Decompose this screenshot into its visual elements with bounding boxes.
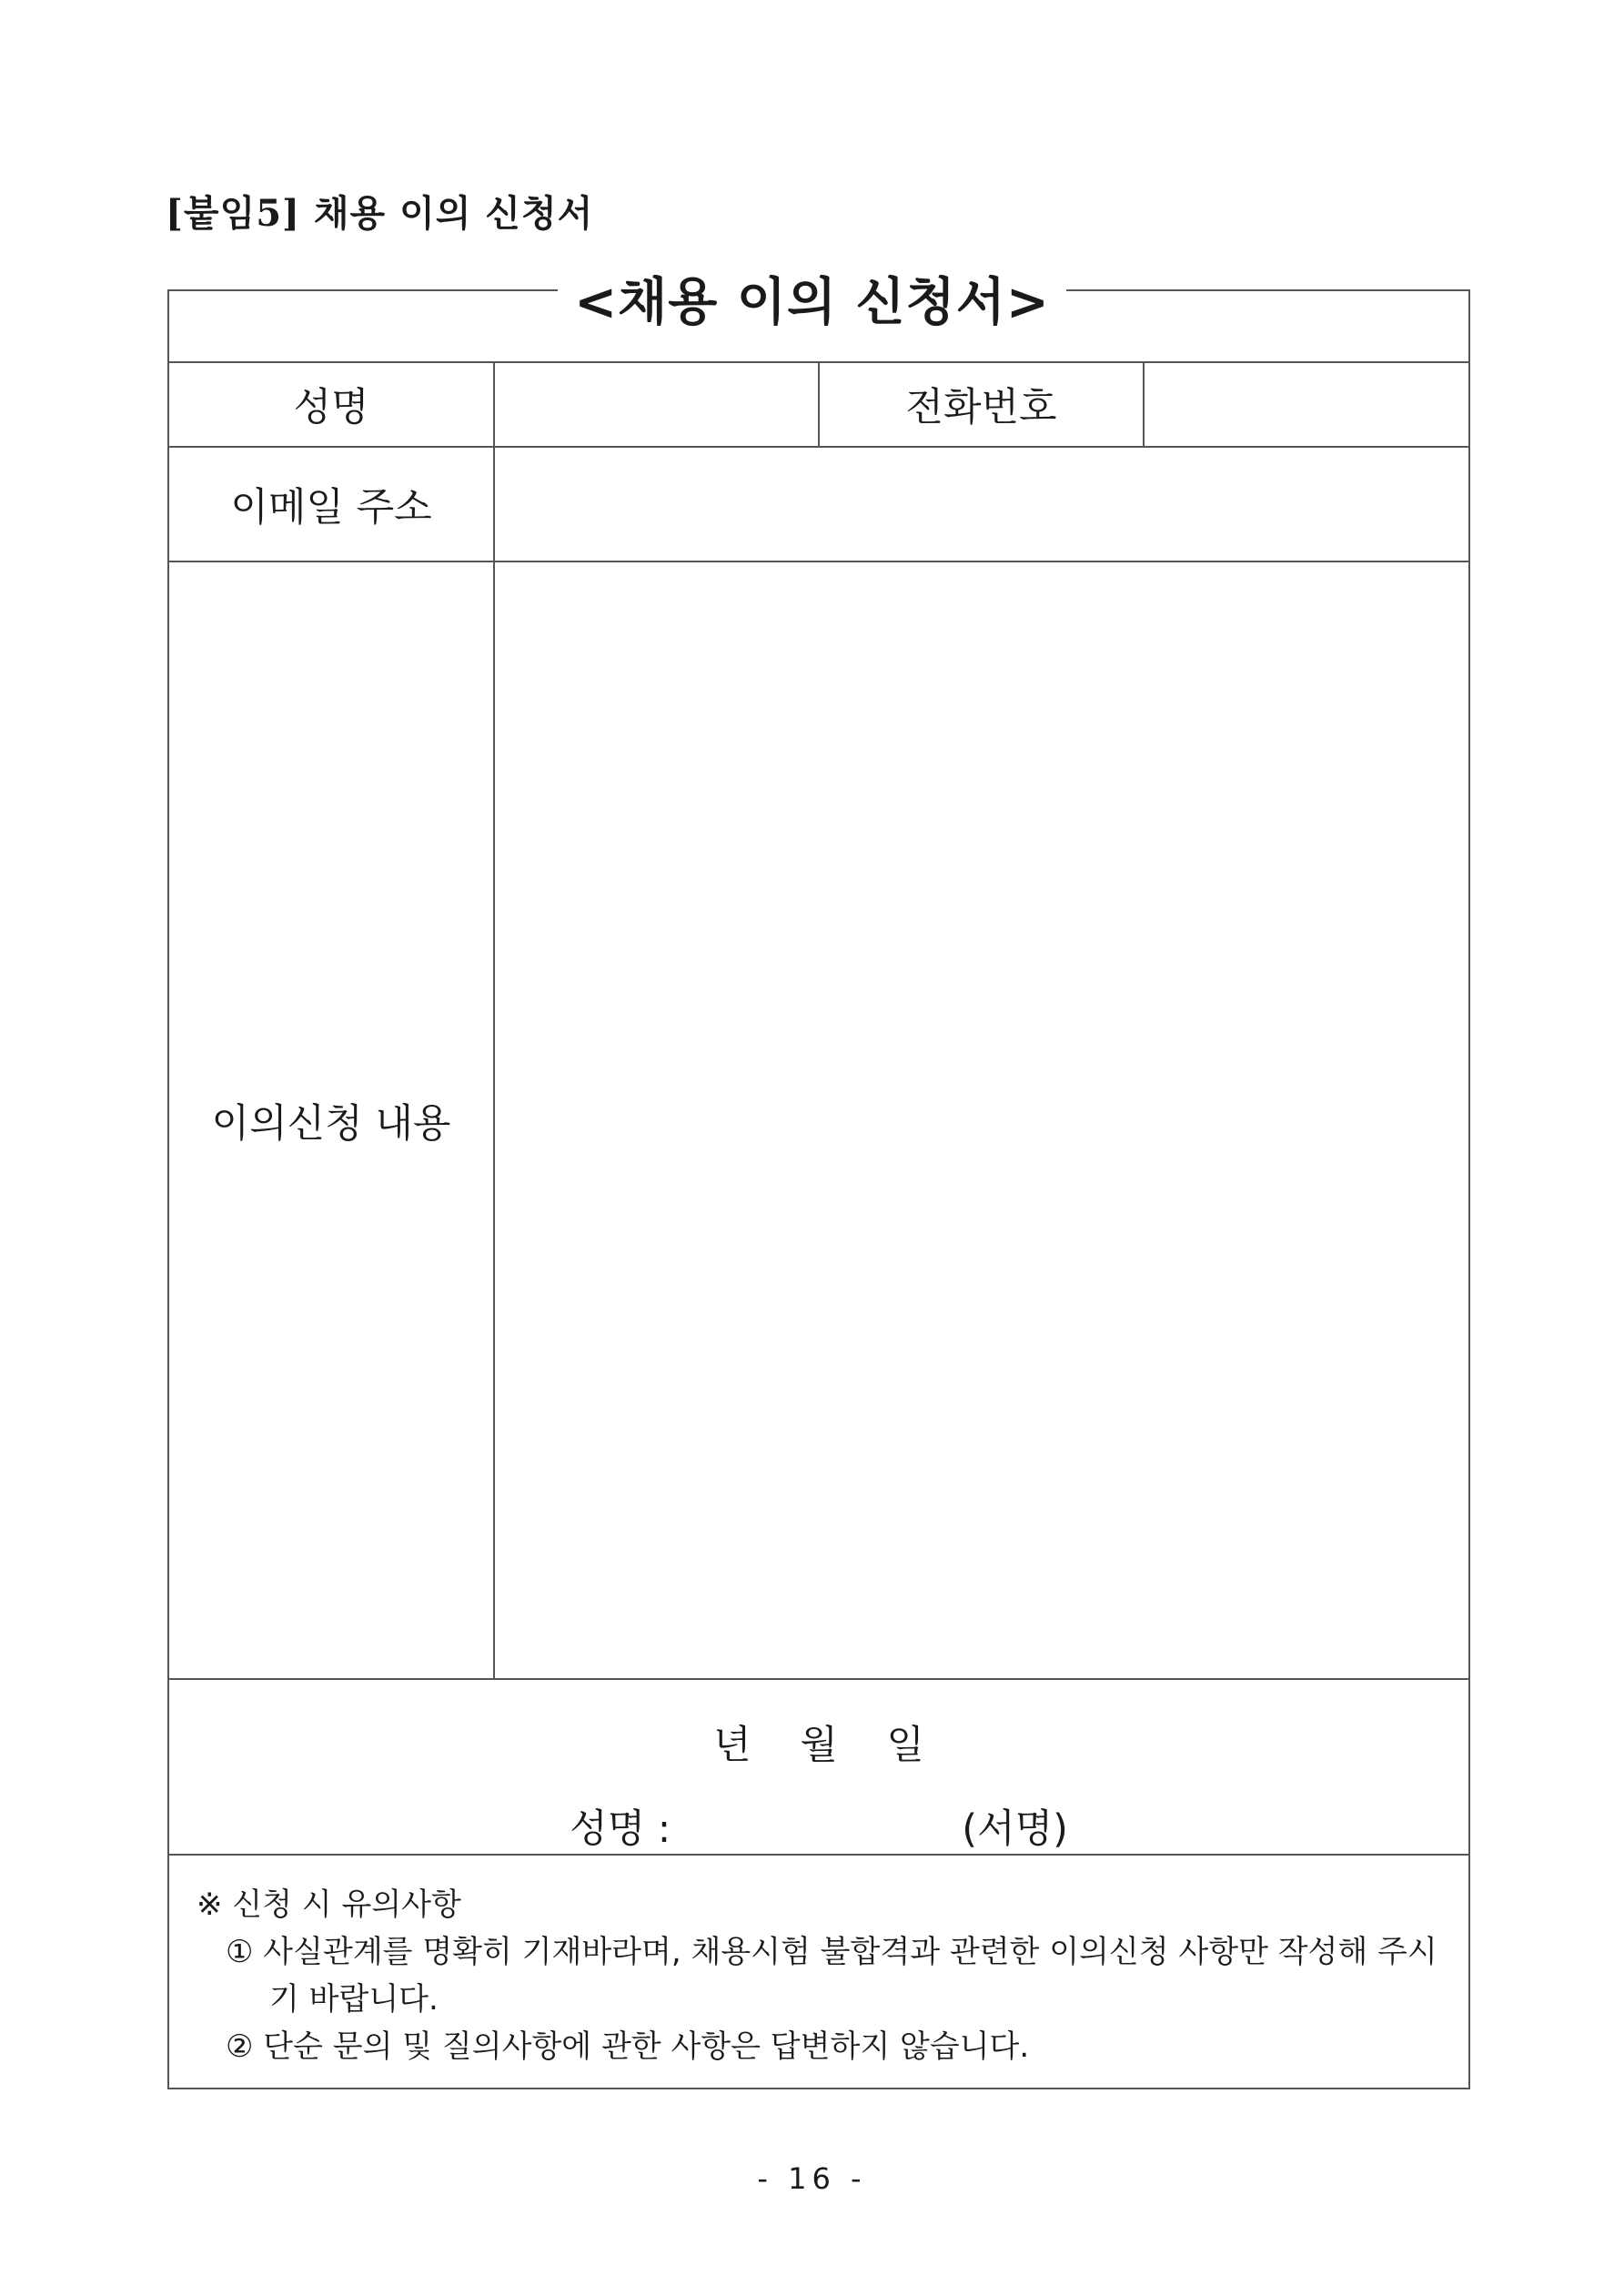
appeal-content-field[interactable]: [494, 561, 1469, 1679]
form-title: <채용 이의 신청서>: [558, 262, 1066, 335]
notes-heading: ※ 신청 시 유의사항: [197, 1886, 461, 1923]
email-label: 이메일 주소: [168, 447, 494, 561]
signature-name-label: 성명 :: [570, 1806, 671, 1852]
signature-line[interactable]: [169, 1798, 1468, 1854]
name-field[interactable]: [494, 362, 819, 447]
note-item-1: ① 사실관계를 명확히 기재바라며, 채용시험 불합격과 관련한 이의신청 사항만 작성해 주시기 바랍니다.: [226, 1934, 1437, 2018]
note-item-2: ② 단순 문의 및 질의사항에 관한 사항은 답변하지 않습니다.: [226, 2028, 1030, 2065]
signature-sign-label: (서명): [962, 1806, 1068, 1852]
notes-cell: [168, 1855, 1469, 2089]
date-line[interactable]: 년 월 일: [713, 1723, 924, 1768]
appeal-content-label: 이의신청 내용: [168, 561, 494, 1679]
attachment-label: [붙임5] 채용 이의 신청서: [166, 192, 594, 235]
appeal-form-table: [167, 289, 1470, 2089]
name-label: 성명: [168, 362, 494, 447]
signature-row: [168, 1679, 1469, 1855]
email-field[interactable]: [494, 447, 1469, 561]
page-number: - 16 -: [757, 2161, 867, 2196]
phone-field[interactable]: [1144, 362, 1469, 447]
phone-label: 전화번호: [819, 362, 1144, 447]
